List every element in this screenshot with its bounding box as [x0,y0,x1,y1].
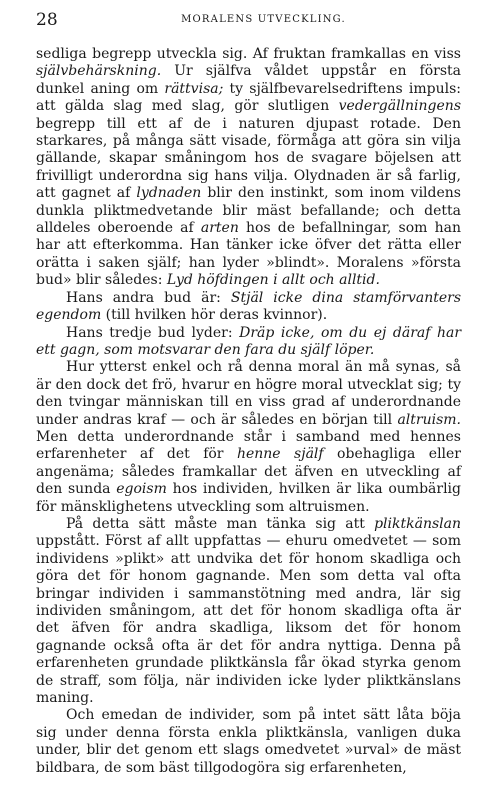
paragraph [36,516,461,707]
text-run: obehagliga eller angenäma; således framkallar det äfven en utveckling af den sunda [36,446,461,498]
italic-phrase: pliktkänslan [374,515,461,532]
italic-phrase: henne själf [236,446,324,463]
page-number: 28 [36,10,58,30]
italic-phrase: Lyd höfdingen i allt och alltid. [166,272,380,289]
italic-phrase: egoism [116,481,167,498]
paragraph [36,359,461,516]
text-run: ty själfbevarelsedriftens impuls: att gälda slag med slag, gör slutligen [36,80,461,115]
italic-phrase: Stjäl icke dina stamförvanters egendom [36,289,462,324]
running-head: MORALENS UTVECKLING. [181,14,346,25]
text-run: sedliga begrepp utveckla sig. Af fruktan framkallas en viss [36,46,461,62]
text-run: hos individen, hvilken är lika oumbärlig för mänsklighetens utveckling som altruismen. [36,481,461,515]
paragraph [36,325,461,360]
text-run: Hans tredje bud lyder: [66,324,240,341]
italic-phrase: arten [200,220,239,237]
italic-phrase: vedergällningens [338,98,461,115]
paragraph [36,46,461,290]
text-run: Men detta underordnande står i samband med hennes erfarenheter af det för [36,428,461,463]
italic-phrase: rättvisa; [164,80,224,97]
text-run: På detta sätt måste man tänka sig att [66,515,375,532]
italic-phrase: lydnaden [136,185,202,202]
text-run: begrepp till ett af de i naturen djupast rotade. Den starkares, på många sätt visade, förmåga att göra sin vilja gällande, skapar småningom hos de svagare böjelsen att frivilligt underordna sig hans vilja. Olydnaden är så farlig, att gagnet af [36,115,461,202]
text-run: Hur ytterst enkel och rå denna moral än må synas, så är den dock det frö, hvarur en högre moral utvecklat sig; ty den tvingar människan till en viss grad af underordnande under andras kraf — och är således en början till [36,359,461,428]
italic-phrase: Dräp icke, om du ej däraf har ett gagn, som motsvarar den fara du själf löper. [36,324,462,358]
page-header [36,10,461,32]
text-run: uppstått. Först af allt uppfattas — ehuru omedvetet — som individens »plikt» att undvika det för honom skadliga och göra det för honom gagnande. Men som detta val ofta bringar individen i sammanstötning med andra, lär sig individen småningom, att det för honom skadliga ofta är det äfven för andra skadliga, liksom det för honom gagnande också ofta är det för andra nyttiga. Denna på erfarenheten grundade pliktkänsla får ökad styrka genom de straff, som följa, när individen icke lyder pliktkänslans maning. [36,533,461,707]
text-run: Ur själfva våldet uppstår en första dunkel aning om [36,63,461,97]
text-run: (till hvilken hör deras kvinnor). [101,307,328,324]
body-text [36,46,461,777]
text-run: Hans andra bud är: [66,289,231,306]
text-run: hos de befallningar, som han har att efterkomma. Han tänker icke öfver det rätta eller orätta i saken själf; han lyder »blindt». Moralens »första bud» blir således: [36,220,461,289]
text-run: blir den instinkt, som inom vildens dunkla pliktmedvetande blir mäst befallande; och detta alldeles oberoende af [36,185,461,237]
italic-phrase: altruism. [397,411,461,428]
paragraph [36,707,461,777]
text-run: Och emedan de individer, som på intet sätt låta böja sig under denna första enkla pliktkänsla, vanligen duka under, blir det genom ett slags omedvetet »urval» de mäst bildbara, de som bäst tillgodogöra sig erfarenheten, [36,707,461,776]
paragraph [36,290,461,325]
italic-phrase: självbehärskning. [36,63,162,80]
